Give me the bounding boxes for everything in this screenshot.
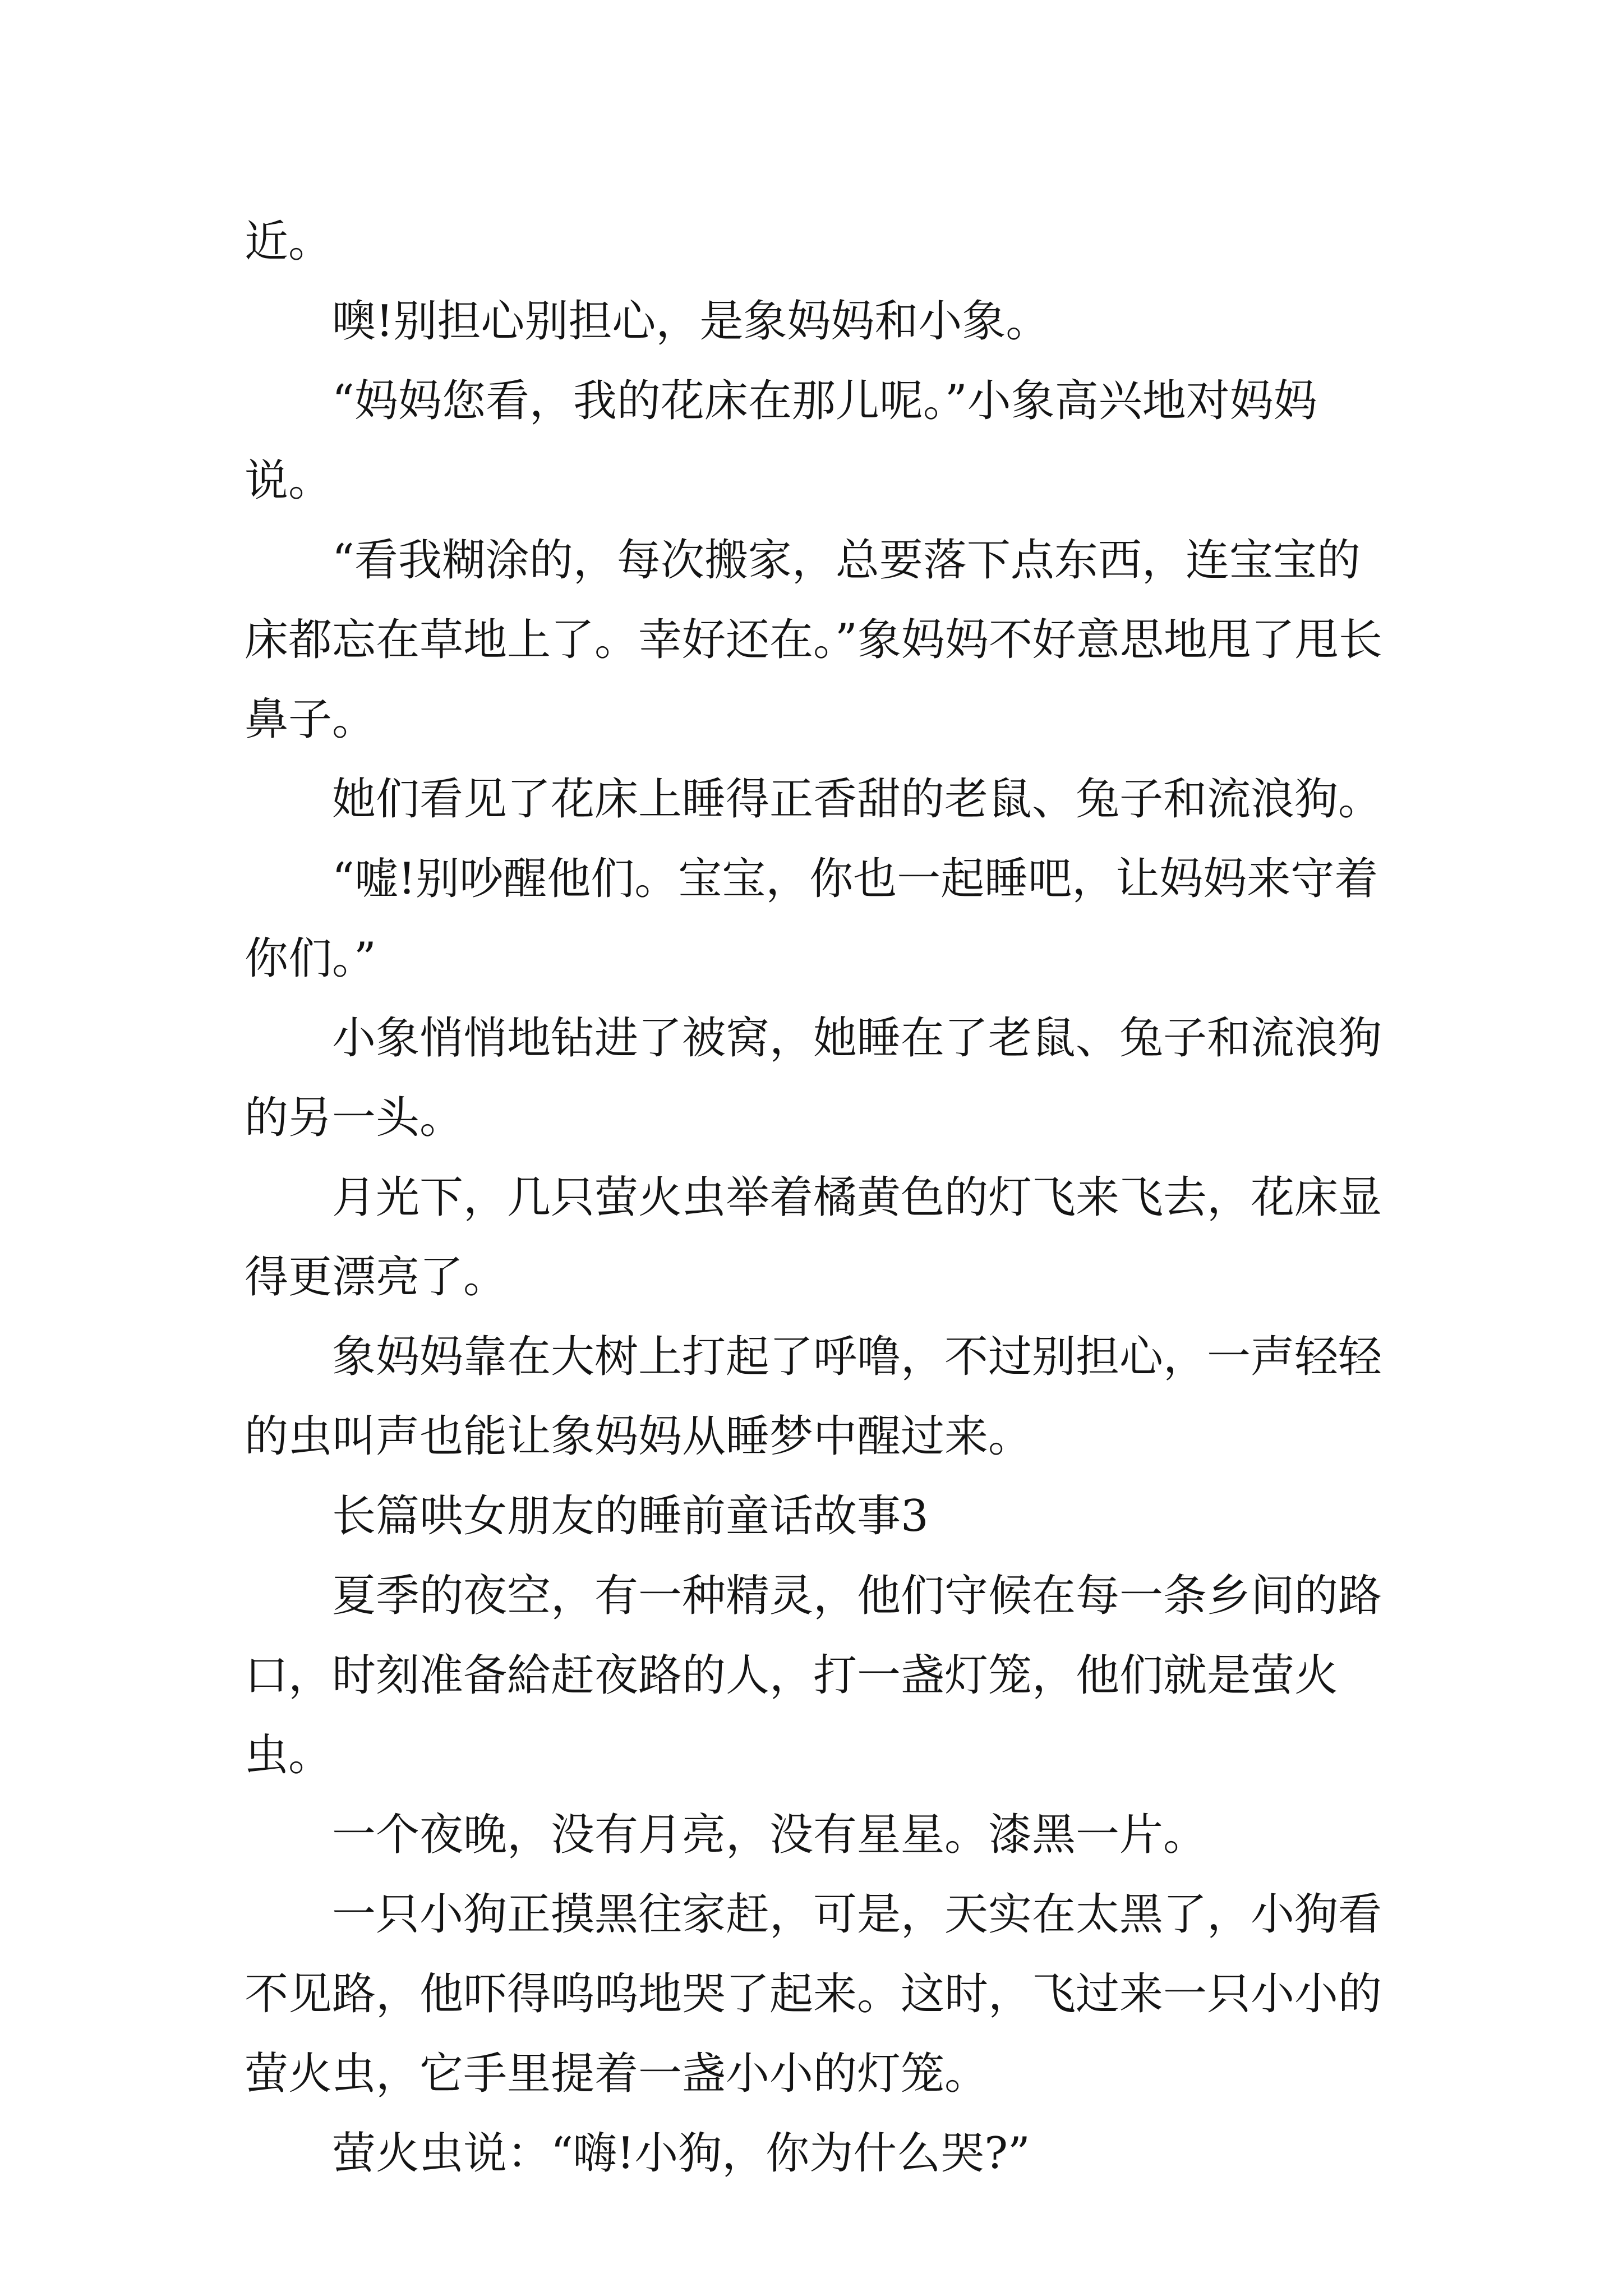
section-heading: 长篇哄女朋友的睡前童话故事3 <box>332 1491 929 1542</box>
story-text <box>245 202 1385 2193</box>
paragraph: “妈妈您看，我的花床在那儿呢。”小象高兴地对妈妈说。 <box>245 376 1317 506</box>
paragraph: 一只小狗正摸黑往家赶，可是，天实在太黑了，小狗看不见路，他吓得呜呜地哭了起来。这时，飞过来一只小小的萤火虫，它手里提着一盏小小的灯笼。 <box>245 1889 1382 2099</box>
paragraph: 小象悄悄地钻进了被窝，她睡在了老鼠、兔子和流浪狗的另一头。 <box>245 1013 1382 1143</box>
paragraph: “看我糊涂的，每次搬家，总要落下点东西，连宝宝的床都忘在草地上了。幸好还在。”象妈妈不好意思地甩了甩长鼻子。 <box>245 535 1382 745</box>
paragraph: 象妈妈靠在大树上打起了呼噜，不过别担心，一声轻轻的虫叫声也能让象妈妈从睡梦中醒过来。 <box>245 1332 1382 1462</box>
paragraph: “嘘!别吵醒他们。宝宝，你也一起睡吧，让妈妈来守着你们。” <box>245 854 1378 984</box>
paragraph: 月光下，几只萤火虫举着橘黄色的灯飞来飞去，花床显得更漂亮了。 <box>245 1172 1382 1303</box>
paragraph: 她们看见了花床上睡得正香甜的老鼠、兔子和流浪狗。 <box>332 774 1382 825</box>
paragraph-continuation: 近。 <box>245 217 333 267</box>
paragraph: 噢!别担心别担心，是象妈妈和小象。 <box>332 296 1050 347</box>
paragraph: 萤火虫说：“嗨!小狗，你为什么哭?” <box>332 2128 1030 2179</box>
paragraph: 一个夜晚，没有月亮，没有星星。漆黑一片。 <box>332 1810 1207 1860</box>
paragraph: 夏季的夜空，有一种精灵，他们守候在每一条乡间的路口，时刻准备給赶夜路的人，打一盏灯笼，他们就是萤火虫。 <box>245 1571 1382 1780</box>
